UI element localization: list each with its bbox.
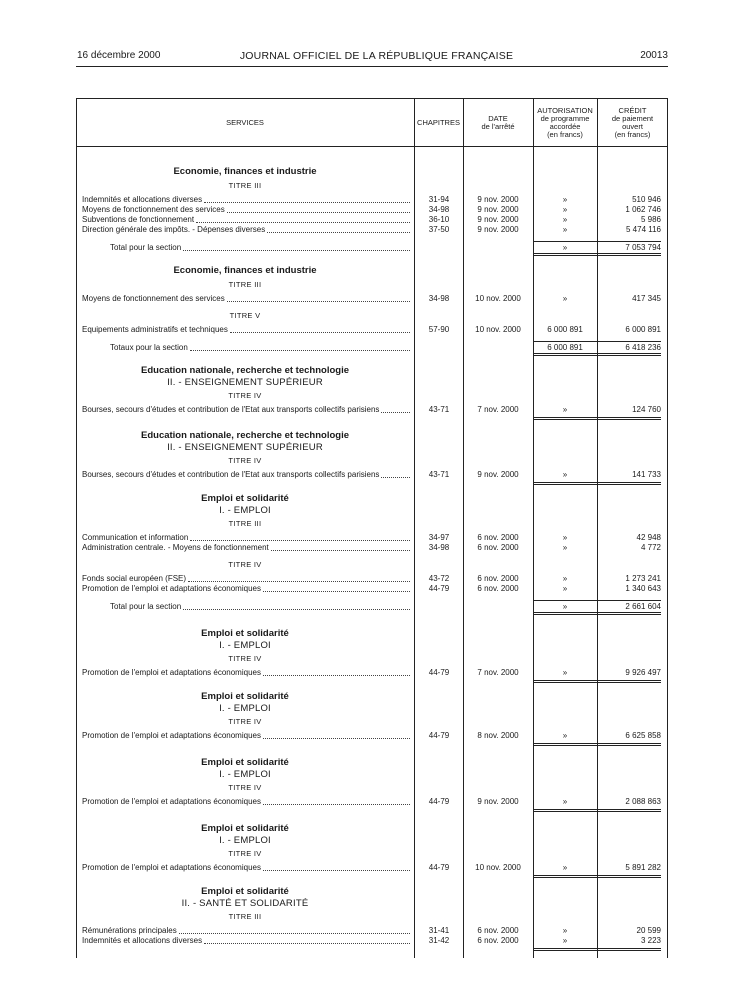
chapitre-cell: 34-98 <box>428 543 450 552</box>
service-label: Moyens de fonctionnement des services <box>82 294 225 303</box>
service-label: Indemnités et allocations diverses <box>82 195 203 204</box>
section-title: Emploi et solidarité <box>201 493 289 504</box>
double-rule <box>533 253 661 256</box>
chapitre-cell: 31-42 <box>428 936 450 945</box>
dot-leader <box>183 250 410 251</box>
credit-cell: 6 625 858 <box>625 731 661 740</box>
chapitre-cell: 44-79 <box>428 584 450 593</box>
autorisation-cell: » <box>562 668 568 677</box>
double-rule <box>533 809 661 812</box>
dot-leader <box>230 332 410 333</box>
autorisation-cell: » <box>562 797 568 806</box>
credit-cell: 5 891 282 <box>625 863 661 872</box>
double-rule <box>533 948 661 951</box>
autorisation-cell: » <box>562 863 568 872</box>
section-subtitle: I. - EMPLOI <box>219 640 271 651</box>
section-subtitle: I. - EMPLOI <box>219 835 271 846</box>
date-cell: 10 nov. 2000 <box>475 863 521 872</box>
credit-cell: 9 926 497 <box>625 668 661 677</box>
credit-cell: 2 088 863 <box>625 797 661 806</box>
credit-cell: 1 062 746 <box>625 205 661 214</box>
autorisation-cell: » <box>562 215 568 224</box>
total-autorisation: 6 000 891 <box>547 343 583 352</box>
date-cell: 6 nov. 2000 <box>477 584 519 593</box>
titre-heading: TITRE III <box>228 519 262 528</box>
total-label: Totaux pour la section <box>110 343 188 352</box>
autorisation-cell: » <box>562 926 568 935</box>
double-rule <box>533 743 661 746</box>
section-title: Economie, finances et industrie <box>173 166 317 177</box>
date-cell: 10 nov. 2000 <box>475 294 521 303</box>
titre-heading: TITRE V <box>229 311 261 320</box>
col-header-chapitres: CHAPITRES <box>417 118 460 127</box>
chapitre-cell: 36-10 <box>428 215 450 224</box>
autorisation-cell: » <box>562 533 568 542</box>
total-credit: 2 661 604 <box>625 602 661 611</box>
double-rule <box>533 353 661 356</box>
section-title: Education nationale, recherche et technologie <box>141 365 349 376</box>
section-title: Emploi et solidarité <box>201 691 289 702</box>
total-rule <box>533 341 661 342</box>
dot-leader <box>188 581 410 582</box>
titre-heading: TITRE IV <box>228 783 262 792</box>
section-title: Emploi et solidarité <box>201 886 289 897</box>
service-label: Promotion de l'emploi et adaptations économiques <box>82 584 261 593</box>
dot-leader <box>204 202 410 203</box>
autorisation-cell: » <box>562 936 568 945</box>
dot-leader <box>263 870 410 871</box>
autorisation-cell: 6 000 891 <box>547 325 583 334</box>
total-credit: 7 053 794 <box>625 243 661 252</box>
dot-leader <box>196 222 410 223</box>
table-header-rule <box>76 146 668 147</box>
section-subtitle: II. - ENSEIGNEMENT SUPÉRIEUR <box>167 377 323 388</box>
titre-heading: TITRE IV <box>228 654 262 663</box>
service-label: Subventions de fonctionnement <box>82 215 195 224</box>
section-subtitle: I. - EMPLOI <box>219 505 271 516</box>
section-subtitle: II. - SANTÉ ET SOLIDARITÉ <box>181 898 309 909</box>
service-label: Promotion de l'emploi et adaptations économiques <box>82 668 261 677</box>
service-label: Communication et information <box>82 533 189 542</box>
chapitre-cell: 34-98 <box>428 205 450 214</box>
credit-cell: 124 760 <box>632 405 661 414</box>
credit-cell: 141 733 <box>632 470 661 479</box>
service-label: Rémunérations principales <box>82 926 177 935</box>
titre-heading: TITRE III <box>228 912 262 921</box>
autorisation-cell: » <box>562 294 568 303</box>
chapitre-cell: 37-50 <box>428 225 450 234</box>
date-cell: 6 nov. 2000 <box>477 543 519 552</box>
dot-leader <box>183 609 410 610</box>
header-rule <box>76 66 668 67</box>
credit-cell: 1 340 643 <box>625 584 661 593</box>
total-label: Total pour la section <box>110 602 182 611</box>
dot-leader <box>179 933 410 934</box>
chapitre-cell: 44-79 <box>428 863 450 872</box>
titre-heading: TITRE IV <box>228 849 262 858</box>
service-label: Administration centrale. - Moyens de fonctionnement <box>82 543 269 552</box>
chapitre-cell: 44-79 <box>428 731 450 740</box>
col-header-services: SERVICES <box>226 118 264 127</box>
section-title: Emploi et solidarité <box>201 757 289 768</box>
col-header-date: DATE de l'arrêté <box>481 114 515 131</box>
autorisation-cell: » <box>562 405 568 414</box>
titre-heading: TITRE IV <box>228 717 262 726</box>
date-cell: 9 nov. 2000 <box>477 205 519 214</box>
credit-cell: 6 000 891 <box>625 325 661 334</box>
autorisation-cell: » <box>562 205 568 214</box>
date-cell: 10 nov. 2000 <box>475 325 521 334</box>
date-cell: 9 nov. 2000 <box>477 225 519 234</box>
credit-cell: 3 223 <box>640 936 661 945</box>
titre-heading: TITRE IV <box>228 391 262 400</box>
total-autorisation: » <box>562 243 568 252</box>
credit-cell: 1 273 241 <box>625 574 661 583</box>
dot-leader <box>263 675 410 676</box>
section-title: Emploi et solidarité <box>201 823 289 834</box>
dot-leader <box>267 232 410 233</box>
autorisation-cell: » <box>562 731 568 740</box>
titre-heading: TITRE III <box>228 280 262 289</box>
dot-leader <box>263 738 410 739</box>
section-subtitle: I. - EMPLOI <box>219 703 271 714</box>
autorisation-cell: » <box>562 195 568 204</box>
chapitre-cell: 34-98 <box>428 294 450 303</box>
titre-heading: TITRE IV <box>228 560 262 569</box>
autorisation-cell: » <box>562 225 568 234</box>
date-cell: 7 nov. 2000 <box>477 405 519 414</box>
titre-heading: TITRE III <box>228 181 262 190</box>
section-title: Economie, finances et industrie <box>173 265 317 276</box>
date-cell: 7 nov. 2000 <box>477 668 519 677</box>
dot-leader <box>190 540 410 541</box>
date-cell: 9 nov. 2000 <box>477 215 519 224</box>
service-label: Equipements administratifs et techniques <box>82 325 228 334</box>
double-rule <box>533 680 661 683</box>
autorisation-cell: » <box>562 543 568 552</box>
service-label: Indemnités et allocations diverses <box>82 936 203 945</box>
credit-cell: 20 599 <box>636 926 661 935</box>
service-label: Promotion de l'emploi et adaptations économiques <box>82 797 261 806</box>
section-title: Education nationale, recherche et technologie <box>141 430 349 441</box>
double-rule <box>533 612 661 615</box>
date-cell: 9 nov. 2000 <box>477 470 519 479</box>
journal-title: JOURNAL OFFICIEL DE LA RÉPUBLIQUE FRANÇAISE <box>239 50 514 62</box>
autorisation-cell: » <box>562 584 568 593</box>
service-label: Fonds social européen (FSE) <box>82 574 187 583</box>
autorisation-cell: » <box>562 574 568 583</box>
double-rule <box>533 875 661 878</box>
total-rule <box>533 600 661 601</box>
dot-leader <box>263 804 410 805</box>
double-rule <box>533 417 661 420</box>
chapitre-cell: 43-72 <box>428 574 450 583</box>
credit-cell: 5 474 116 <box>626 225 661 234</box>
service-label: Promotion de l'emploi et adaptations économiques <box>82 863 261 872</box>
date-cell: 6 nov. 2000 <box>477 936 519 945</box>
service-label: Direction générale des impôts. - Dépenses diverses <box>82 225 266 234</box>
section-subtitle: II. - ENSEIGNEMENT SUPÉRIEUR <box>167 442 323 453</box>
total-label: Total pour la section <box>110 243 182 252</box>
chapitre-cell: 44-79 <box>428 797 450 806</box>
credit-cell: 4 772 <box>640 543 661 552</box>
date-cell: 9 nov. 2000 <box>477 797 519 806</box>
autorisation-cell: » <box>562 470 568 479</box>
date-cell: 8 nov. 2000 <box>477 731 519 740</box>
dot-leader <box>227 301 410 302</box>
dot-leader <box>263 591 410 592</box>
total-credit: 6 418 236 <box>625 343 661 352</box>
date-cell: 6 nov. 2000 <box>477 574 519 583</box>
section-title: Emploi et solidarité <box>201 628 289 639</box>
credit-cell: 5 986 <box>640 215 661 224</box>
section-subtitle: I. - EMPLOI <box>219 769 271 780</box>
date-cell: 6 nov. 2000 <box>477 926 519 935</box>
dot-leader <box>227 212 410 213</box>
dot-leader <box>381 477 410 478</box>
date-cell: 9 nov. 2000 <box>477 195 519 204</box>
chapitre-cell: 31-94 <box>428 195 450 204</box>
dot-leader <box>381 412 410 413</box>
dot-leader <box>190 350 410 351</box>
service-label: Bourses, secours d'études et contribution de l'Etat aux transports collectifs parisiens <box>82 405 380 414</box>
dot-leader <box>204 943 410 944</box>
credit-cell: 42 948 <box>636 533 661 542</box>
col-header-credit: CRÉDIT de paiement ouvert (en francs) <box>611 106 654 139</box>
dot-leader <box>271 550 410 551</box>
total-autorisation: » <box>562 602 568 611</box>
credit-cell: 510 946 <box>632 195 661 204</box>
service-label: Bourses, secours d'études et contribution de l'Etat aux transports collectifs parisiens <box>82 470 380 479</box>
service-label: Promotion de l'emploi et adaptations économiques <box>82 731 261 740</box>
chapitre-cell: 34-97 <box>428 533 450 542</box>
credit-cell: 417 345 <box>632 294 661 303</box>
chapitre-cell: 43-71 <box>428 405 450 414</box>
double-rule <box>533 482 661 485</box>
titre-heading: TITRE IV <box>228 456 262 465</box>
total-rule <box>533 241 661 242</box>
col-header-autorisation: AUTORISATION de programme accordée (en francs) <box>537 106 593 139</box>
header-date: 16 décembre 2000 <box>77 50 161 61</box>
chapitre-cell: 43-71 <box>428 470 450 479</box>
page-number: 20013 <box>640 50 668 61</box>
date-cell: 6 nov. 2000 <box>477 533 519 542</box>
service-label: Moyens de fonctionnement des services <box>82 205 225 214</box>
chapitre-cell: 31-41 <box>428 926 450 935</box>
chapitre-cell: 44-79 <box>428 668 450 677</box>
chapitre-cell: 57-90 <box>428 325 450 334</box>
